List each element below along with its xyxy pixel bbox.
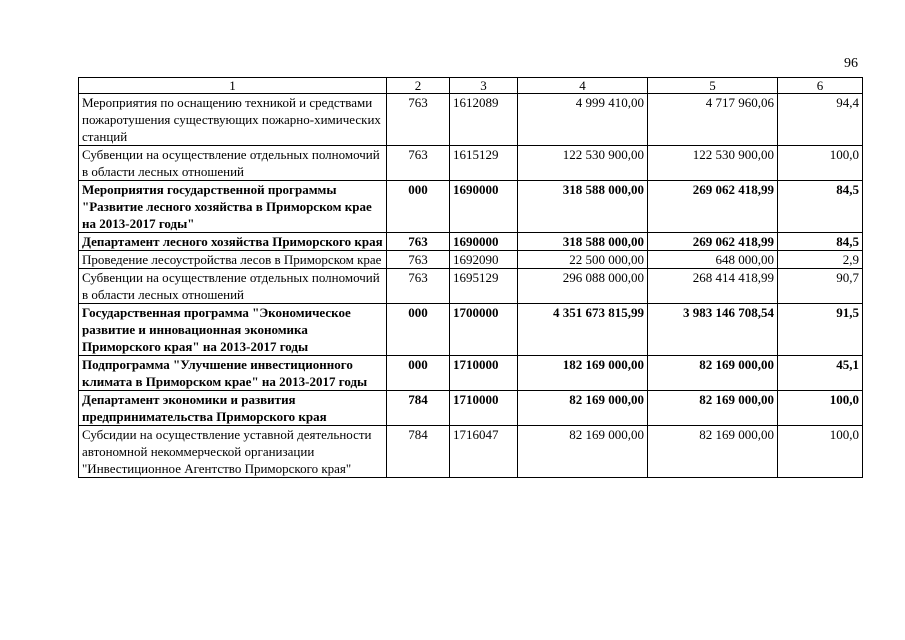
- column-header: 1: [79, 78, 387, 94]
- cell-actual: 268 414 418,99: [648, 269, 778, 304]
- column-header: 3: [450, 78, 518, 94]
- table-row: [79, 233, 863, 251]
- cell-name: Департамент лесного хозяйства Приморского края: [79, 233, 387, 251]
- cell-kbk: 1692090: [450, 251, 518, 269]
- cell-code: 763: [387, 269, 450, 304]
- table-row: [79, 304, 863, 356]
- table-row: [79, 251, 863, 269]
- cell-code: 000: [387, 304, 450, 356]
- cell-kbk: 1690000: [450, 181, 518, 233]
- cell-percent: 94,4: [778, 94, 863, 146]
- cell-actual: 122 530 900,00: [648, 146, 778, 181]
- cell-percent: 100,0: [778, 426, 863, 478]
- cell-code: 763: [387, 146, 450, 181]
- cell-code: 000: [387, 356, 450, 391]
- cell-actual: 3 983 146 708,54: [648, 304, 778, 356]
- cell-kbk: 1612089: [450, 94, 518, 146]
- table-row: [79, 356, 863, 391]
- cell-planned: 182 169 000,00: [518, 356, 648, 391]
- cell-code: 000: [387, 181, 450, 233]
- cell-actual: 269 062 418,99: [648, 233, 778, 251]
- cell-name: Мероприятия государственной программы "Развитие лесного хозяйства в Приморском крае на 2013-2017 годы": [79, 181, 387, 233]
- cell-planned: 4 999 410,00: [518, 94, 648, 146]
- cell-kbk: 1710000: [450, 391, 518, 426]
- cell-code: 763: [387, 251, 450, 269]
- cell-percent: 45,1: [778, 356, 863, 391]
- cell-name: Проведение лесоустройства лесов в Приморском крае: [79, 251, 387, 269]
- cell-code: 763: [387, 94, 450, 146]
- cell-actual: 269 062 418,99: [648, 181, 778, 233]
- cell-planned: 122 530 900,00: [518, 146, 648, 181]
- cell-planned: 82 169 000,00: [518, 426, 648, 478]
- cell-actual: 82 169 000,00: [648, 426, 778, 478]
- cell-code: 784: [387, 426, 450, 478]
- cell-name: Государственная программа "Экономическое развитие и инновационная экономика Приморского края" на 2013-2017 годы: [79, 304, 387, 356]
- cell-kbk: 1716047: [450, 426, 518, 478]
- cell-percent: 91,5: [778, 304, 863, 356]
- cell-percent: 2,9: [778, 251, 863, 269]
- cell-kbk: 1695129: [450, 269, 518, 304]
- cell-name: Субвенции на осуществление отдельных полномочий в области лесных отношений: [79, 269, 387, 304]
- table-row: [79, 391, 863, 426]
- cell-code: 784: [387, 391, 450, 426]
- cell-actual: 82 169 000,00: [648, 356, 778, 391]
- cell-planned: 318 588 000,00: [518, 181, 648, 233]
- cell-percent: 84,5: [778, 233, 863, 251]
- cell-kbk: 1710000: [450, 356, 518, 391]
- page-number: 96: [844, 56, 858, 71]
- column-header: 5: [648, 78, 778, 94]
- cell-kbk: 1690000: [450, 233, 518, 251]
- cell-planned: 82 169 000,00: [518, 391, 648, 426]
- cell-actual: 4 717 960,06: [648, 94, 778, 146]
- cell-planned: 4 351 673 815,99: [518, 304, 648, 356]
- table-row: [79, 181, 863, 233]
- table-row: [79, 269, 863, 304]
- cell-name: Субвенции на осуществление отдельных полномочий в области лесных отношений: [79, 146, 387, 181]
- budget-table: [78, 77, 863, 478]
- cell-actual: 82 169 000,00: [648, 391, 778, 426]
- cell-code: 763: [387, 233, 450, 251]
- table-row: [79, 94, 863, 146]
- cell-percent: 100,0: [778, 146, 863, 181]
- cell-planned: 22 500 000,00: [518, 251, 648, 269]
- cell-name: Подпрограмма "Улучшение инвестиционного климата в Приморском крае" на 2013-2017 годы: [79, 356, 387, 391]
- header-row: [79, 78, 863, 94]
- column-header: 6: [778, 78, 863, 94]
- cell-kbk: 1700000: [450, 304, 518, 356]
- cell-planned: 296 088 000,00: [518, 269, 648, 304]
- table-row: [79, 146, 863, 181]
- cell-name: Мероприятия по оснащению техникой и средствами пожаротушения существующих пожарно-химических станций: [79, 94, 387, 146]
- cell-percent: 100,0: [778, 391, 863, 426]
- cell-name: Субсидии на осуществление уставной деятельности автономной некоммерческой организации "Инвестиционное Агентство Приморского края": [79, 426, 387, 478]
- column-header: 2: [387, 78, 450, 94]
- column-header: 4: [518, 78, 648, 94]
- cell-percent: 84,5: [778, 181, 863, 233]
- table-row: [79, 426, 863, 478]
- cell-percent: 90,7: [778, 269, 863, 304]
- cell-kbk: 1615129: [450, 146, 518, 181]
- cell-name: Департамент экономики и развития предпринимательства Приморского края: [79, 391, 387, 426]
- cell-planned: 318 588 000,00: [518, 233, 648, 251]
- cell-actual: 648 000,00: [648, 251, 778, 269]
